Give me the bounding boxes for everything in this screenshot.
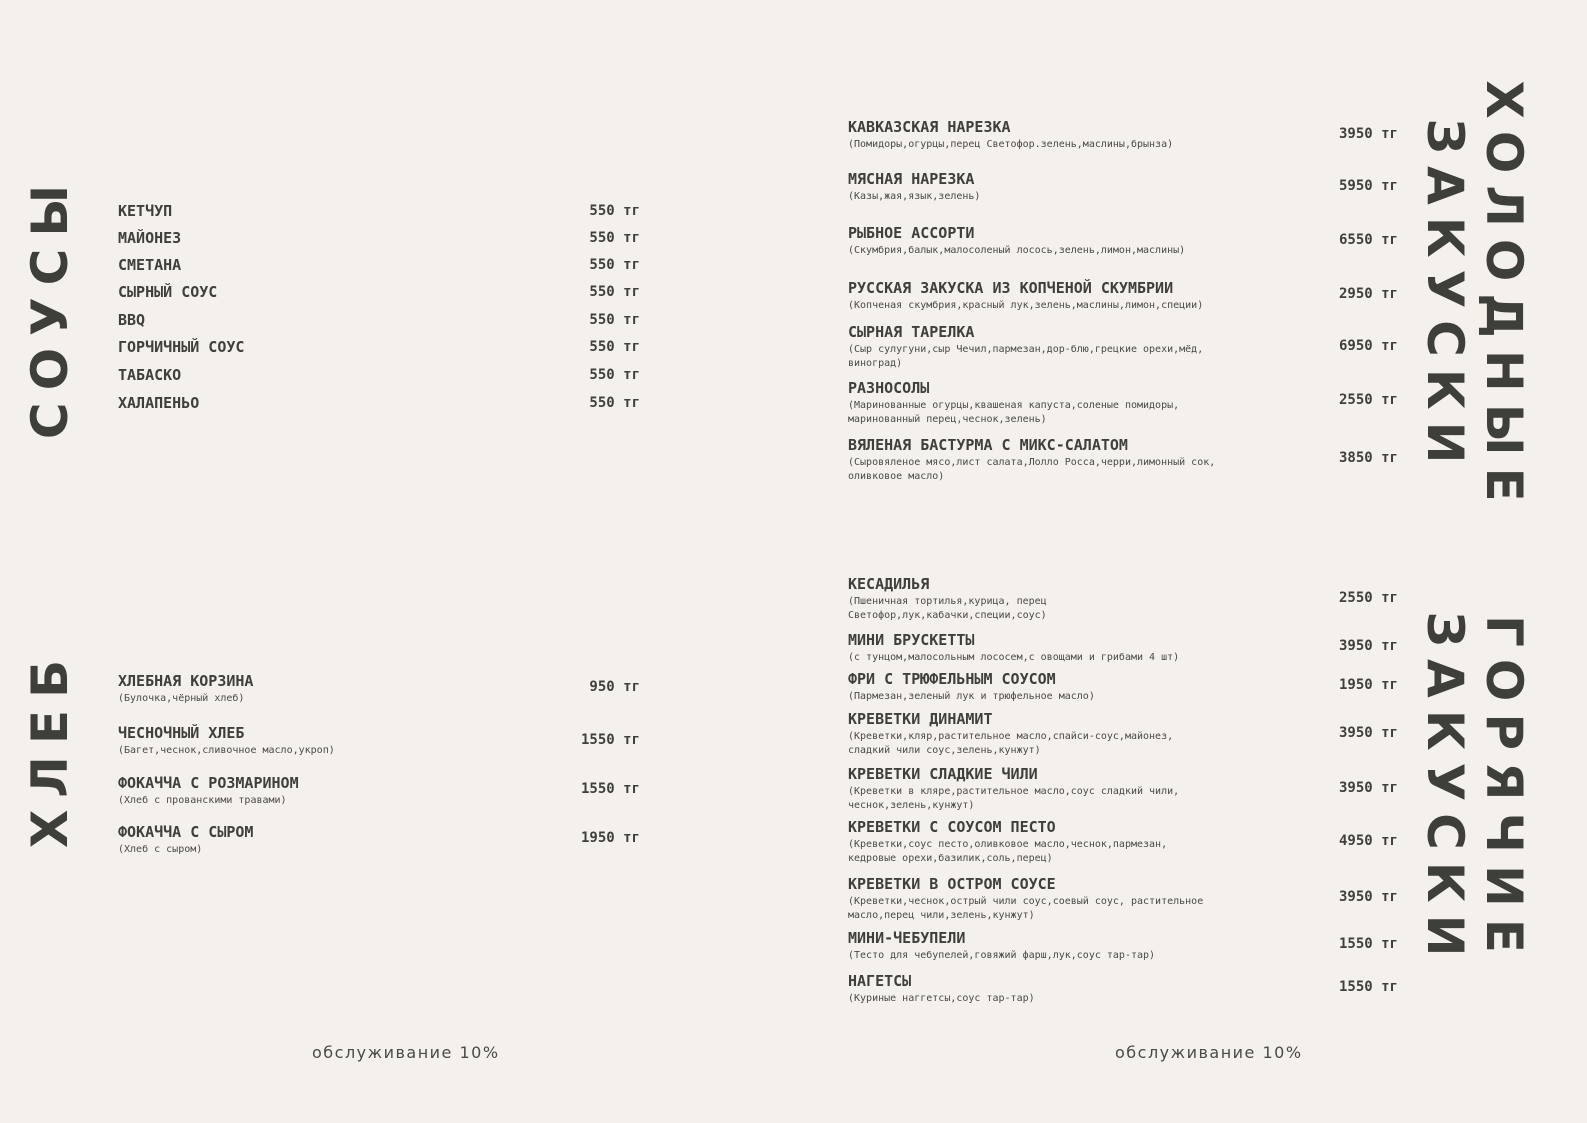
list-item xyxy=(118,229,181,247)
item-price: 4950 тг xyxy=(1338,833,1398,849)
item-price: 6950 тг xyxy=(1338,338,1398,354)
item-description: (Казы,жая,язык,зелень) xyxy=(848,191,981,202)
item-description: (Булочка,чёрный хлеб) xyxy=(118,693,245,704)
item-description: (Скумбрия,балык,малосоленый лосось,зелень,лимон,маслины) xyxy=(848,245,1186,256)
item-description: (Маринованные огурцы,квашеная капуста,соленые помидоры, маринованный перец,чеснок,зелень) xyxy=(848,400,1180,425)
list-item xyxy=(848,972,1248,1006)
list-item xyxy=(118,366,181,384)
item-price: 550 тг xyxy=(589,312,640,328)
item-name: КРЕВЕТКИ В ОСТРОМ СОУСЕ xyxy=(848,875,1056,893)
list-item xyxy=(848,279,1248,313)
item-price: 3950 тг xyxy=(1338,780,1398,796)
list-item xyxy=(848,710,1218,758)
item-description: (Куриные наггетсы,соус тар-тар) xyxy=(848,993,1035,1004)
item-description: (Тесто для чебупелей,говяжий фарш,лук,соус тар-тар) xyxy=(848,950,1156,961)
item-price: 5950 тг xyxy=(1338,178,1398,194)
list-item xyxy=(118,256,181,274)
list-item xyxy=(848,765,1228,813)
list-item xyxy=(118,338,244,356)
sauces-title: СОУСЫ xyxy=(21,172,79,440)
item-name: КРЕВЕТКИ СЛАДКИЕ ЧИЛИ xyxy=(848,765,1038,783)
item-price: 550 тг xyxy=(589,395,640,411)
list-item xyxy=(848,170,1248,204)
item-description: (Креветки в кляре,растительное масло,соус сладкий чили, чеснок,зелень,кунжут) xyxy=(848,786,1180,811)
list-item xyxy=(118,672,253,706)
item-name: ХЛЕБНАЯ КОРЗИНА xyxy=(118,672,254,690)
service-charge-right: обслуживание 10% xyxy=(1115,1043,1303,1062)
item-price: 2950 тг xyxy=(1338,286,1398,302)
item-description: (Сыр сулугуни,сыр Чечил,пармезан,дор-блю,грецкие орехи,мёд, виноград) xyxy=(848,344,1204,369)
item-price: 1550 тг xyxy=(580,732,640,748)
item-name: МЯСНАЯ НАРЕЗКА xyxy=(848,170,975,188)
service-charge-left: обслуживание 10% xyxy=(312,1043,500,1062)
item-name: РУССКАЯ ЗАКУСКА ИЗ КОПЧЕНОЙ СКУМБРИИ xyxy=(848,279,1174,297)
item-name: СМЕТАНА xyxy=(118,256,182,274)
item-name: НАГЕТСЫ xyxy=(848,972,912,990)
item-price: 3950 тг xyxy=(1338,889,1398,905)
item-name: МИНИ-ЧЕБУПЕЛИ xyxy=(848,929,966,947)
item-price: 3950 тг xyxy=(1338,725,1398,741)
item-name: КРЕВЕТКИ С СОУСОМ ПЕСТО xyxy=(848,818,1056,836)
item-name: СЫРНАЯ ТАРЕЛКА xyxy=(848,323,975,341)
item-name: РАЗНОСОЛЫ xyxy=(848,379,930,397)
list-item xyxy=(848,818,1218,866)
item-description: (Креветки,соус песто,оливковое масло,чеснок,пармезан, кедровые орехи,базилик,соль,перец) xyxy=(848,839,1168,864)
item-name: ФОКАЧЧА С СЫРОМ xyxy=(118,823,254,841)
list-item xyxy=(848,929,1248,963)
item-name: РЫБНОЕ АССОРТИ xyxy=(848,224,975,242)
list-item xyxy=(118,283,217,301)
item-name: КЕТЧУП xyxy=(118,202,173,220)
item-name: КРЕВЕТКИ ДИНАМИТ xyxy=(848,710,993,728)
item-name: ФРИ С ТРЮФЕЛЬНЫМ СОУСОМ xyxy=(848,670,1056,688)
item-description: (Хлеб с прованскими травами) xyxy=(118,795,287,806)
item-price: 550 тг xyxy=(589,284,640,300)
item-description: (Сыровяленое мясо,лист салата,Лолло Росса,черри,лимонный сок, оливковое масло) xyxy=(848,457,1216,482)
list-item xyxy=(848,323,1248,371)
item-price: 1950 тг xyxy=(1338,677,1398,693)
item-price: 550 тг xyxy=(589,257,640,273)
hot-title-line1: ГОРЯЧИЕ xyxy=(1475,615,1533,965)
bread-title: ХЛЕБ xyxy=(21,647,79,849)
item-name: ХАЛАПЕНЬО xyxy=(118,394,200,412)
list-item xyxy=(118,311,145,329)
cold-title-line1: ХОЛОДНЫЕ xyxy=(1475,80,1533,514)
item-price: 1550 тг xyxy=(580,781,640,797)
item-description: (Копченая скумбрия,красный лук,зелень,маслины,лимон,специи) xyxy=(848,300,1204,311)
item-description: (Пармезан,зеленый лук и трюфельное масло) xyxy=(848,691,1095,702)
item-price: 1550 тг xyxy=(1338,936,1398,952)
list-item xyxy=(848,436,1248,484)
item-price: 550 тг xyxy=(589,230,640,246)
list-item xyxy=(848,118,1248,152)
item-price: 950 тг xyxy=(589,679,640,695)
item-name: СЫРНЫЙ СОУС xyxy=(118,283,218,301)
item-price: 3950 тг xyxy=(1338,638,1398,654)
item-price: 2550 тг xyxy=(1338,590,1398,606)
item-description: (с тунцом,малосольным лососем,с овощами и грибами 4 шт) xyxy=(848,652,1180,663)
item-description: (Помидоры,огурцы,перец Светофор.зелень,маслины,брынза) xyxy=(848,139,1174,150)
list-item xyxy=(848,670,1248,704)
item-price: 2550 тг xyxy=(1338,392,1398,408)
list-item xyxy=(118,774,299,808)
hot-title-line2: ЗАКУСКИ xyxy=(1416,611,1474,969)
item-name: ФОКАЧЧА С РОЗМАРИНОМ xyxy=(118,774,299,792)
item-description: (Пшеничная тортилья,курица, перец Светофор,лук,кабачки,специи,соус) xyxy=(848,596,1047,621)
list-item xyxy=(118,724,335,758)
item-name: ВЯЛЕНАЯ БАСТУРМА С МИКС-САЛАТОМ xyxy=(848,436,1128,454)
item-price: 550 тг xyxy=(589,339,640,355)
item-name: ЧЕСНОЧНЫЙ ХЛЕБ xyxy=(118,724,245,742)
item-description: (Креветки,кляр,растительное масло,спайси-соус,майонез, сладкий чили соус,зелень,кунжут) xyxy=(848,731,1174,756)
item-description: (Креветки,чеснок,острый чили соус,соевый соус, растительное масло,перец чили,зелень,кунжут) xyxy=(848,896,1204,921)
item-description: (Багет,чеснок,сливочное масло,укроп) xyxy=(118,745,335,756)
list-item xyxy=(848,224,1248,258)
item-price: 550 тг xyxy=(589,203,640,219)
list-item xyxy=(118,394,199,412)
item-name: МАЙОНЕЗ xyxy=(118,229,182,247)
item-price: 1950 тг xyxy=(580,830,640,846)
item-price: 550 тг xyxy=(589,367,640,383)
item-name: КАВКАЗСКАЯ НАРЕЗКА xyxy=(848,118,1011,136)
list-item xyxy=(848,875,1218,923)
item-price: 1550 тг xyxy=(1338,979,1398,995)
item-name: ТАБАСКО xyxy=(118,366,182,384)
cold-title-line2: ЗАКУСКИ xyxy=(1416,118,1474,476)
item-description: (Хлеб с сыром) xyxy=(118,844,203,855)
list-item xyxy=(118,823,253,857)
list-item xyxy=(118,202,172,220)
item-price: 6550 тг xyxy=(1338,232,1398,248)
item-price: 3850 тг xyxy=(1338,450,1398,466)
item-name: МИНИ БРУСКЕТТЫ xyxy=(848,631,975,649)
item-price: 3950 тг xyxy=(1338,126,1398,142)
item-name: BBQ xyxy=(118,311,146,329)
item-name: КЕСАДИЛЬЯ xyxy=(848,575,930,593)
list-item xyxy=(848,379,1248,427)
item-name: ГОРЧИЧНЫЙ СОУС xyxy=(118,338,245,356)
list-item xyxy=(848,575,1228,623)
list-item xyxy=(848,631,1248,665)
